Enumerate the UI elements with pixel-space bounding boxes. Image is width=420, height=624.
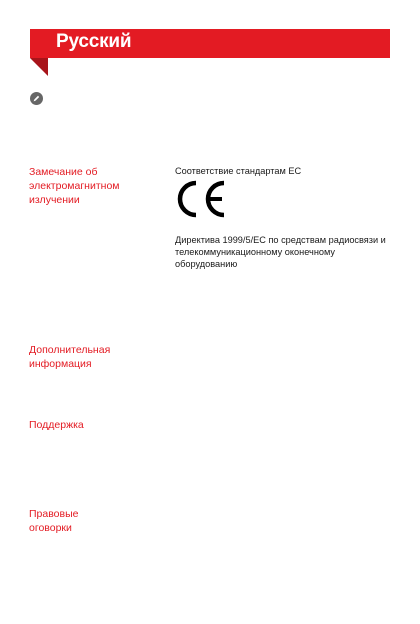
- additional-info-label: Дополнительная информация: [29, 344, 111, 370]
- ce-compliance-title: Соответствие стандартам ЕС: [175, 166, 302, 176]
- support-label: Поддержка: [29, 419, 84, 431]
- legal-disclaimers-label: Правовые оговорки: [29, 508, 79, 534]
- directive-text: Директива 1999/5/EC по средствам радиосвязи и телекоммуникационному оконечному оборудованию: [175, 235, 386, 269]
- emission-notice-label: Замечание об электромагнитном излучении: [29, 166, 120, 206]
- ce-mark-icon: [176, 179, 228, 219]
- header-fold-corner: [30, 58, 48, 76]
- language-title: Русский: [56, 31, 132, 52]
- pencil-note-icon: [30, 92, 43, 105]
